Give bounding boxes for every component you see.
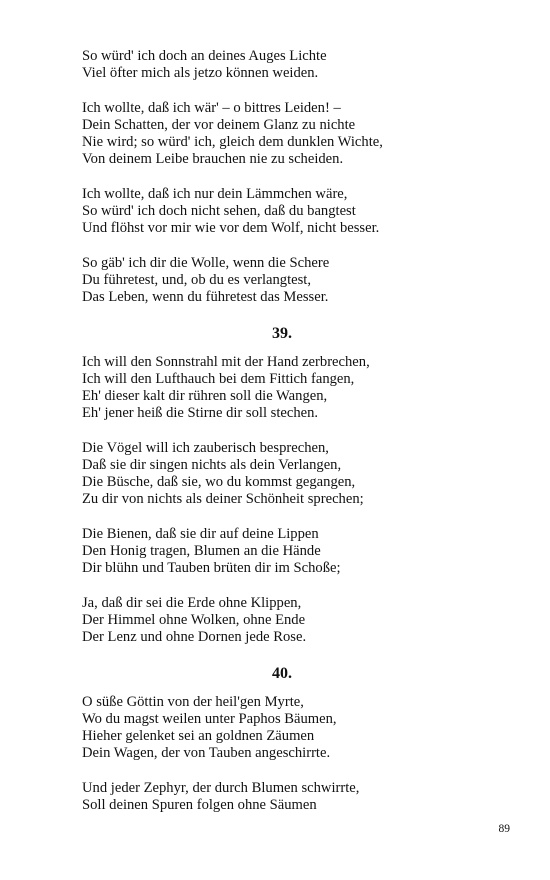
- stanza: [82, 526, 482, 577]
- verse-line: O süße Göttin von der heil'gen Myrte,: [82, 694, 304, 710]
- poem-continued: [82, 48, 482, 306]
- verse-line: So würd' ich doch an deines Auges Lichte: [82, 48, 327, 64]
- verse-line: Soll deinen Spuren folgen ohne Säumen: [82, 797, 317, 813]
- verse-line: Nie wird; so würd' ich, gleich dem dunklen Wichte,: [82, 134, 383, 150]
- verse-line: Die Büsche, daß sie, wo du kommst gegangen,: [82, 474, 356, 490]
- stanza: [82, 780, 482, 814]
- poem-number-heading: 39.: [272, 325, 292, 342]
- poem-39: [82, 324, 482, 646]
- verse-line: Die Vögel will ich zauberisch besprechen,: [82, 440, 329, 456]
- verse-line: Viel öfter mich als jetzo können weiden.: [82, 65, 319, 81]
- verse-line: Den Honig tragen, Blumen an die Hände: [82, 543, 321, 559]
- verse-line: Hieher gelenket sei an goldnen Zäumen: [82, 728, 315, 744]
- stanza: [82, 48, 482, 82]
- poem-number-heading: 40.: [272, 665, 292, 682]
- verse-line: Von deinem Leibe brauchen nie zu scheiden.: [82, 151, 344, 167]
- verse-line: Dir blühn und Tauben brüten dir im Schoße;: [82, 560, 341, 576]
- verse-line: So gäb' ich dir die Wolle, wenn die Schere: [82, 255, 330, 271]
- verse-line: So würd' ich doch nicht sehen, daß du bangtest: [82, 203, 356, 219]
- verse-line: Der Lenz und ohne Dornen jede Rose.: [82, 629, 307, 645]
- verse-line: Ich wollte, daß ich nur dein Lämmchen wäre,: [82, 186, 348, 202]
- verse-line: Wo du magst weilen unter Paphos Bäumen,: [82, 711, 337, 727]
- stanza: [82, 186, 482, 237]
- verse-line: Der Himmel ohne Wolken, ohne Ende: [82, 612, 306, 628]
- verse-line: Eh' dieser kalt dir rühren soll die Wangen,: [82, 388, 328, 404]
- stanza: [82, 440, 482, 508]
- verse-line: Zu dir von nichts als deiner Schönheit sprechen;: [82, 491, 364, 507]
- verse-line: Ich will den Lufthauch bei dem Fittich fangen,: [82, 371, 355, 387]
- verse-line: Das Leben, wenn du führetest das Messer.: [82, 289, 329, 305]
- page-text: [82, 48, 482, 832]
- stanza: [82, 354, 482, 422]
- verse-line: Ja, daß dir sei die Erde ohne Klippen,: [82, 595, 302, 611]
- poem-40: [82, 664, 482, 814]
- verse-line: Die Bienen, daß sie dir auf deine Lippen: [82, 526, 319, 542]
- verse-line: Daß sie dir singen nichts als dein Verlangen,: [82, 457, 342, 473]
- page-number: 89: [498, 823, 510, 835]
- stanza: [82, 694, 482, 762]
- stanza: [82, 100, 482, 168]
- stanza: [82, 255, 482, 306]
- verse-line: Ich will den Sonnstrahl mit der Hand zerbrechen,: [82, 354, 370, 370]
- verse-line: Eh' jener heiß die Stirne dir soll stechen.: [82, 405, 319, 421]
- verse-line: Und flöhst vor mir wie vor dem Wolf, nicht besser.: [82, 220, 380, 236]
- verse-line: Dein Schatten, der vor deinem Glanz zu nichte: [82, 117, 356, 133]
- verse-line: Ich wollte, daß ich wär' – o bittres Leiden! –: [82, 100, 341, 116]
- verse-line: Du führetest, und, ob du es verlangtest,: [82, 272, 311, 288]
- verse-line: Und jeder Zephyr, der durch Blumen schwirrte,: [82, 780, 360, 796]
- verse-line: Dein Wagen, der von Tauben angeschirrte.: [82, 745, 331, 761]
- stanza: [82, 595, 482, 646]
